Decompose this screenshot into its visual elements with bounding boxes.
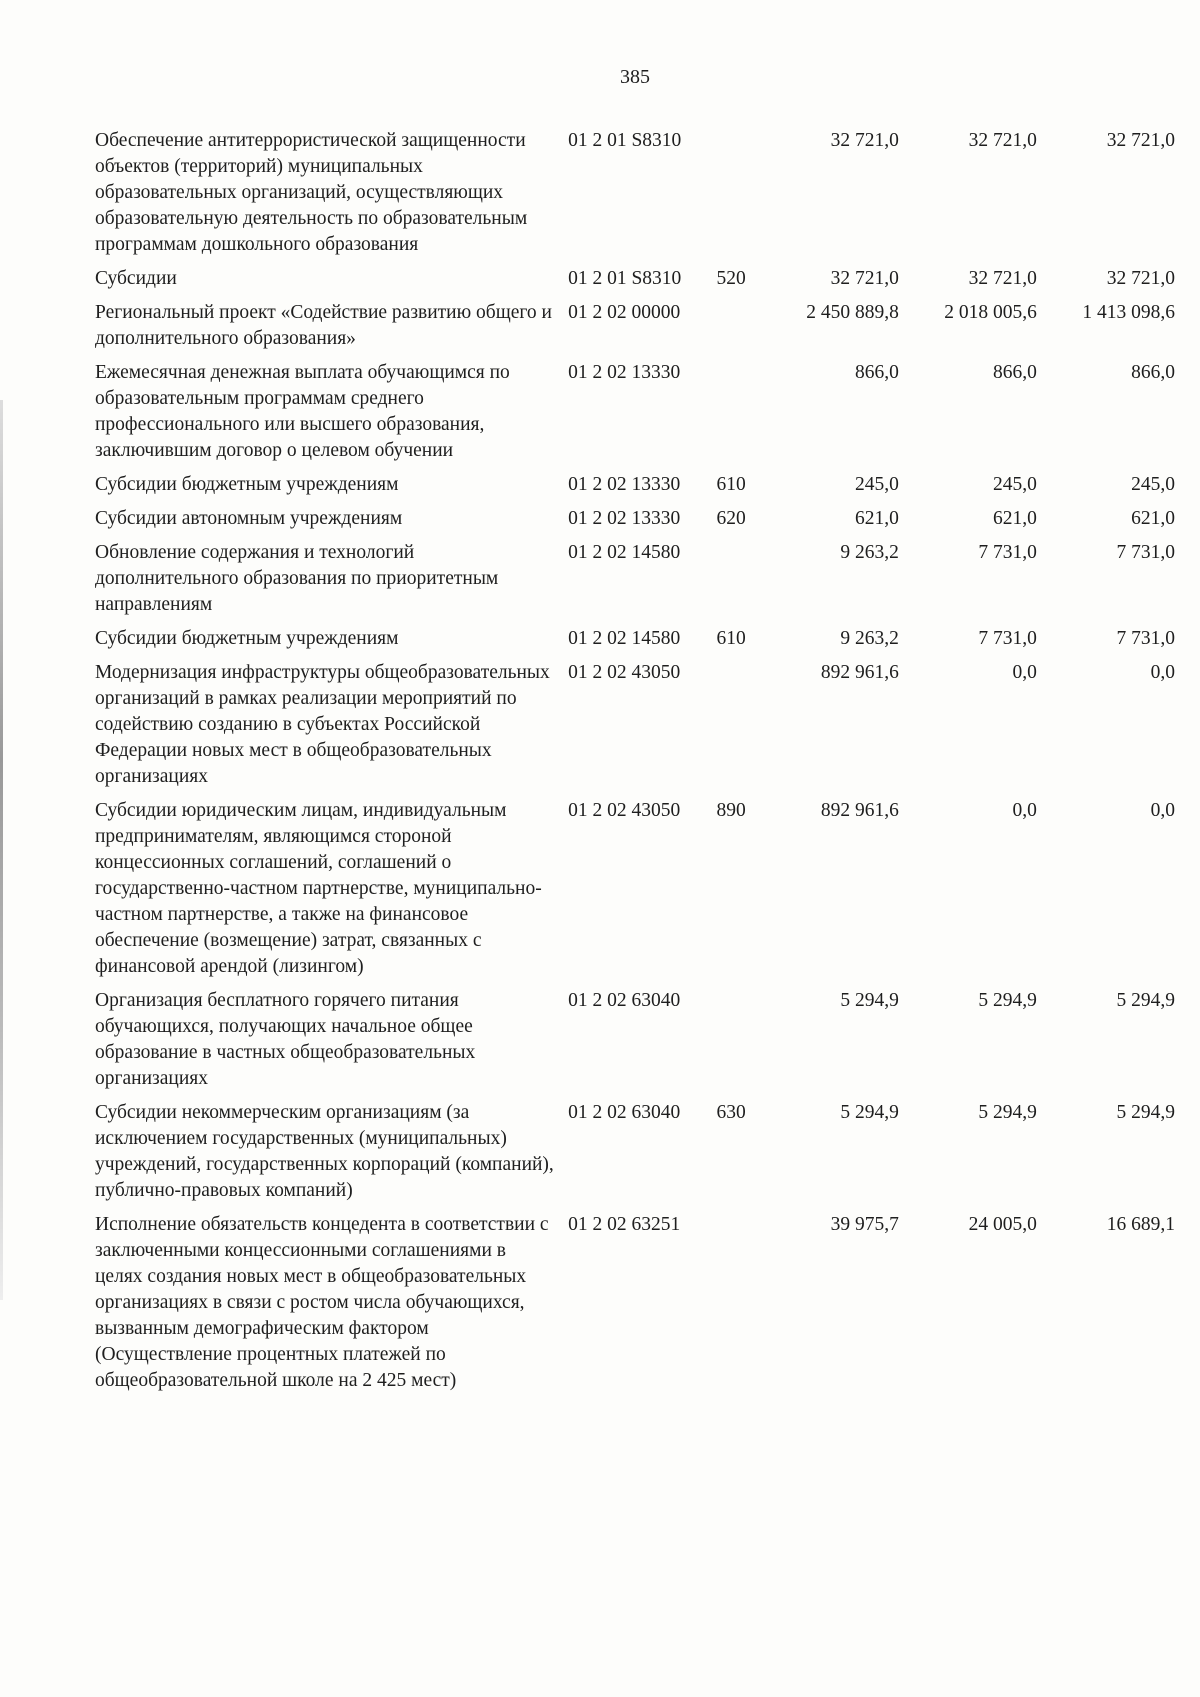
row-name: Региональный проект «Содействие развитию общего и дополнительного образования» (95, 302, 552, 349)
row-amount-year-1: 5 294,9 (840, 1102, 899, 1123)
row-expense-type-code: 620 (716, 508, 746, 529)
row-name: Субсидии (95, 268, 177, 289)
table-row (95, 988, 1175, 1100)
row-target-article-code: 01 2 02 63040 (568, 1102, 681, 1123)
row-amount-year-2: 866,0 (993, 362, 1037, 383)
row-target-article-code: 01 2 01 S8310 (568, 268, 682, 289)
row-name: Исполнение обязательств концедента в соответствии с заключенными концессионными соглашениями в целях создания новых мест в общеобразовательных организациях в связи с ростом числа обучающихся, вызванным демографическим фактором (Осуществление процентных платежей по общеобразовательной школе на 2 425 мест) (95, 1214, 549, 1391)
table-row (95, 506, 1175, 540)
row-amount-year-3: 32 721,0 (1106, 268, 1175, 289)
row-expense-type-code (717, 540, 761, 626)
row-expense-type-code (717, 300, 761, 360)
table-row (95, 128, 1175, 266)
row-expense-type-code (717, 988, 761, 1100)
row-amount-year-2: 0,0 (1012, 800, 1037, 821)
row-amount-year-2: 2 018 005,6 (944, 302, 1037, 323)
row-amount-year-3: 7 731,0 (1116, 628, 1175, 649)
row-target-article-code: 01 2 02 00000 (568, 302, 681, 323)
row-target-article-code: 01 2 02 63040 (568, 990, 681, 1011)
row-amount-year-3: 7 731,0 (1116, 542, 1175, 563)
row-amount-year-2: 5 294,9 (978, 1102, 1037, 1123)
row-name: Субсидии юридическим лицам, индивидуальным предпринимателям, являющимся стороной концессионных соглашений, соглашений о государственно-частном партнерстве, муниципально-частном партнерстве, а также на финансовое обеспечение (возмещение) затрат, связанных с финансовой арендой (лизингом) (95, 800, 542, 977)
row-amount-year-3: 5 294,9 (1116, 990, 1175, 1011)
row-name: Субсидии некоммерческим организациям (за исключением государственных (муниципальных) учреждений, государственных корпораций (компаний), публично-правовых компаний) (95, 1102, 554, 1201)
row-target-article-code: 01 2 02 13330 (568, 362, 681, 383)
row-name: Организация бесплатного горячего питания обучающихся, получающих начальное общее образование в частных общеобразовательных организациях (95, 990, 476, 1089)
row-target-article-code: 01 2 01 S8310 (568, 130, 682, 151)
row-amount-year-2: 245,0 (993, 474, 1037, 495)
row-expense-type-code (717, 660, 761, 798)
table-row (95, 1100, 1175, 1212)
row-amount-year-2: 24 005,0 (968, 1214, 1037, 1235)
table-row (95, 660, 1175, 798)
row-amount-year-3: 16 689,1 (1106, 1214, 1175, 1235)
row-amount-year-1: 866,0 (855, 362, 899, 383)
table-row (95, 1212, 1175, 1402)
row-amount-year-3: 621,0 (1131, 508, 1175, 529)
row-expense-type-code (717, 360, 761, 472)
row-amount-year-1: 9 263,2 (840, 542, 899, 563)
row-amount-year-3: 32 721,0 (1106, 130, 1175, 151)
table-row (95, 266, 1175, 300)
row-amount-year-3: 0,0 (1150, 800, 1175, 821)
table-row (95, 626, 1175, 660)
table-row (95, 472, 1175, 506)
row-name: Модернизация инфраструктуры общеобразовательных организаций в рамках реализации мероприятий по содействию созданию в субъектах Российской Федерации новых мест в общеобразовательных организациях (95, 662, 550, 787)
row-target-article-code: 01 2 02 13330 (568, 508, 681, 529)
row-amount-year-3: 0,0 (1150, 662, 1175, 683)
row-expense-type-code: 610 (716, 474, 746, 495)
row-name: Субсидии бюджетным учреждениям (95, 628, 399, 649)
row-expense-type-code: 520 (716, 268, 746, 289)
row-name: Субсидии бюджетным учреждениям (95, 474, 399, 495)
row-expense-type-code (717, 1212, 761, 1402)
budget-table-body (95, 128, 1175, 1402)
row-amount-year-2: 32 721,0 (968, 268, 1037, 289)
row-amount-year-2: 7 731,0 (978, 542, 1037, 563)
row-target-article-code: 01 2 02 14580 (568, 628, 681, 649)
row-amount-year-3: 245,0 (1131, 474, 1175, 495)
row-target-article-code: 01 2 02 43050 (568, 800, 681, 821)
table-row (95, 540, 1175, 626)
row-target-article-code: 01 2 02 13330 (568, 474, 681, 495)
row-amount-year-2: 621,0 (993, 508, 1037, 529)
row-amount-year-1: 2 450 889,8 (806, 302, 899, 323)
row-target-article-code: 01 2 02 63251 (568, 1214, 681, 1235)
row-amount-year-2: 5 294,9 (978, 990, 1037, 1011)
row-amount-year-3: 1 413 098,6 (1082, 302, 1175, 323)
budget-table (95, 128, 1175, 1402)
scan-edge (0, 400, 3, 1300)
row-amount-year-1: 892 961,6 (820, 662, 899, 683)
row-name: Обеспечение антитеррористической защищенности объектов (территорий) муниципальных образовательных организаций, осуществляющих образовательную деятельность по образовательным программам дошкольного образования (95, 130, 528, 255)
row-amount-year-1: 32 721,0 (830, 268, 899, 289)
row-amount-year-2: 7 731,0 (978, 628, 1037, 649)
row-name: Обновление содержания и технологий дополнительного образования по приоритетным направлениям (95, 542, 499, 615)
row-expense-type-code: 630 (716, 1102, 746, 1123)
row-amount-year-2: 0,0 (1012, 662, 1037, 683)
row-amount-year-1: 892 961,6 (820, 800, 899, 821)
row-amount-year-1: 245,0 (855, 474, 899, 495)
row-amount-year-1: 621,0 (855, 508, 899, 529)
row-amount-year-3: 5 294,9 (1116, 1102, 1175, 1123)
row-target-article-code: 01 2 02 14580 (568, 542, 681, 563)
row-amount-year-1: 9 263,2 (840, 628, 899, 649)
row-expense-type-code (717, 128, 761, 266)
table-row (95, 300, 1175, 360)
row-name: Субсидии автономным учреждениям (95, 508, 403, 529)
row-name: Ежемесячная денежная выплата обучающимся по образовательным программам среднего профессионального или высшего образования, заключившим договор о целевом обучении (95, 362, 510, 461)
row-amount-year-1: 39 975,7 (830, 1214, 899, 1235)
row-amount-year-2: 32 721,0 (968, 130, 1037, 151)
row-amount-year-1: 5 294,9 (840, 990, 899, 1011)
row-target-article-code: 01 2 02 43050 (568, 662, 681, 683)
table-row (95, 798, 1175, 988)
table-row (95, 360, 1175, 472)
row-expense-type-code: 610 (716, 628, 746, 649)
row-amount-year-3: 866,0 (1131, 362, 1175, 383)
row-amount-year-1: 32 721,0 (830, 130, 899, 151)
page-number: 385 (620, 66, 650, 88)
row-expense-type-code: 890 (716, 800, 746, 821)
